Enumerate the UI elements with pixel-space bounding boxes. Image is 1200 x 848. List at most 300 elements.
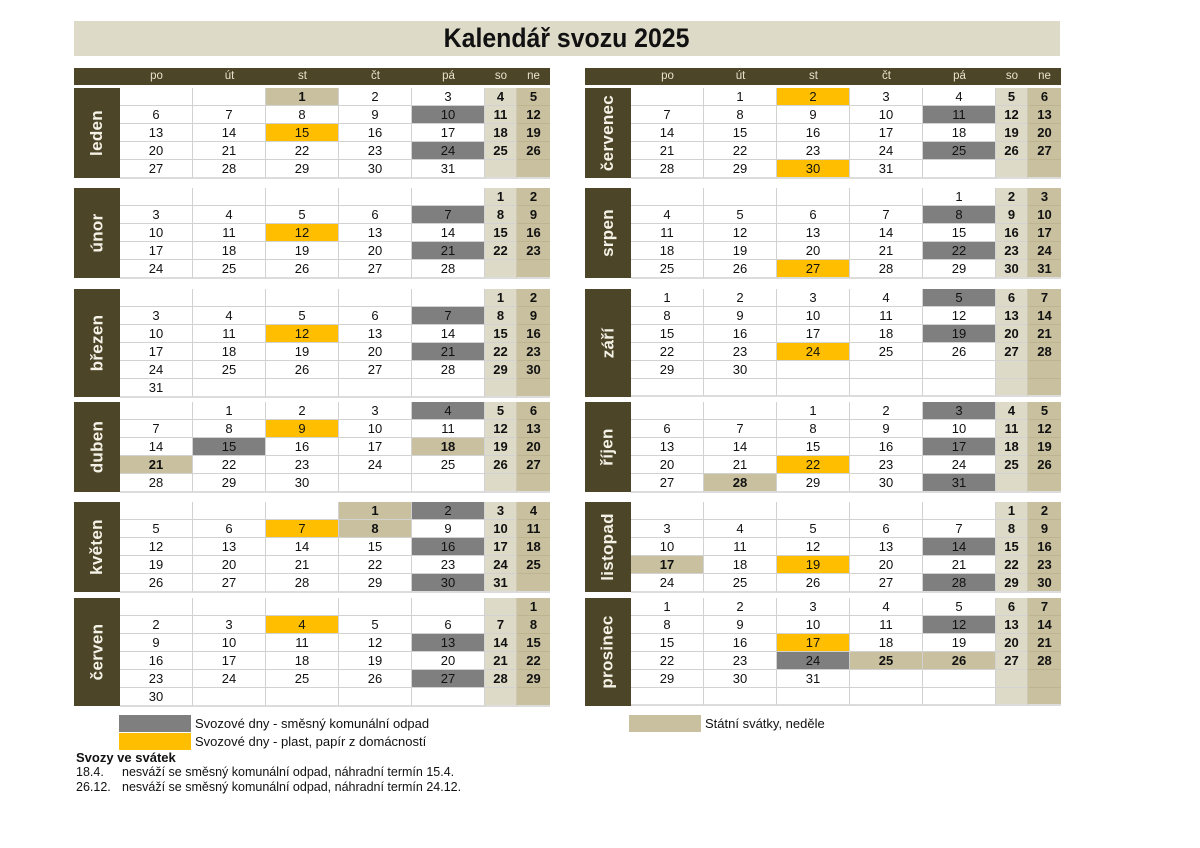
weekday-ne: ne — [527, 70, 540, 82]
month-block — [74, 502, 550, 592]
empty-cell — [120, 598, 193, 616]
page-title: Kalendář svozu 2025 — [444, 23, 690, 53]
day-cell: 22 — [631, 652, 704, 670]
day-cell: 9 — [1028, 520, 1061, 538]
weekday-pa: pá — [953, 70, 966, 82]
day-cell: 9 — [266, 420, 339, 438]
month-label — [74, 502, 120, 592]
empty-cell — [517, 160, 550, 179]
day-cell: 5 — [704, 206, 777, 224]
day-cell: 12 — [517, 106, 550, 124]
day-cell: 2 — [266, 402, 339, 420]
empty-cell — [266, 502, 339, 520]
day-cell: 24 — [1028, 242, 1061, 260]
day-cell: 28 — [266, 574, 339, 593]
week-row — [631, 307, 1061, 325]
day-cell: 10 — [412, 106, 485, 124]
empty-cell — [850, 502, 923, 520]
day-cell: 1 — [485, 289, 517, 307]
day-cell: 20 — [996, 325, 1028, 343]
empty-cell — [996, 474, 1028, 493]
empty-cell — [266, 598, 339, 616]
empty-cell — [777, 502, 850, 520]
empty-cell — [412, 289, 485, 307]
day-cell: 23 — [850, 456, 923, 474]
month-weeks — [631, 188, 1061, 278]
weekday-so: so — [1005, 70, 1019, 82]
day-cell: 23 — [339, 142, 412, 160]
empty-cell — [120, 402, 193, 420]
day-cell: 25 — [631, 260, 704, 279]
day-cell: 21 — [266, 556, 339, 574]
day-cell: 4 — [850, 598, 923, 616]
day-cell: 22 — [777, 456, 850, 474]
day-cell: 28 — [1028, 343, 1061, 361]
month-weeks — [120, 188, 550, 278]
month-label — [74, 289, 120, 397]
day-cell: 7 — [266, 520, 339, 538]
week-row — [631, 260, 1061, 278]
empty-cell — [1028, 379, 1061, 397]
day-cell: 16 — [517, 224, 550, 242]
empty-cell — [485, 598, 517, 616]
day-cell: 8 — [517, 616, 550, 634]
day-cell: 5 — [517, 88, 550, 106]
day-cell: 30 — [120, 688, 193, 707]
day-cell: 29 — [996, 574, 1028, 593]
day-cell: 4 — [996, 402, 1028, 420]
day-cell: 26 — [339, 670, 412, 688]
day-cell: 22 — [923, 242, 996, 260]
day-cell: 25 — [193, 361, 266, 379]
week-row — [631, 206, 1061, 224]
day-cell: 14 — [704, 438, 777, 456]
day-cell: 17 — [412, 124, 485, 142]
month-block — [585, 502, 1061, 592]
week-row — [120, 598, 550, 616]
month-weeks — [120, 88, 550, 178]
empty-cell — [266, 379, 339, 398]
week-row — [631, 670, 1061, 688]
empty-cell — [266, 289, 339, 307]
day-cell: 9 — [996, 206, 1028, 224]
day-cell: 27 — [412, 670, 485, 688]
day-cell: 12 — [485, 420, 517, 438]
day-cell: 1 — [704, 88, 777, 106]
day-cell: 14 — [412, 224, 485, 242]
day-cell: 16 — [339, 124, 412, 142]
day-cell: 26 — [120, 574, 193, 593]
empty-cell — [339, 688, 412, 707]
day-cell: 15 — [517, 634, 550, 652]
day-cell: 17 — [339, 438, 412, 456]
legend-holidays — [629, 714, 825, 732]
day-cell: 6 — [1028, 88, 1061, 106]
month-name: listopad — [598, 513, 618, 581]
day-cell: 18 — [996, 438, 1028, 456]
day-cell: 13 — [1028, 106, 1061, 124]
week-row — [120, 456, 550, 474]
day-cell: 1 — [996, 502, 1028, 520]
week-row — [120, 289, 550, 307]
day-cell: 15 — [631, 634, 704, 652]
day-cell: 19 — [704, 242, 777, 260]
day-cell: 12 — [704, 224, 777, 242]
empty-cell — [339, 598, 412, 616]
month-label — [585, 402, 631, 492]
week-row — [120, 206, 550, 224]
day-cell: 7 — [923, 520, 996, 538]
day-cell: 21 — [631, 142, 704, 160]
day-cell: 25 — [923, 142, 996, 160]
day-cell: 27 — [631, 474, 704, 493]
day-cell: 28 — [412, 260, 485, 279]
day-cell: 25 — [193, 260, 266, 279]
month-name: duben — [87, 420, 106, 474]
day-cell: 6 — [996, 289, 1028, 307]
empty-cell — [777, 379, 850, 397]
day-cell: 14 — [120, 438, 193, 456]
month-block — [74, 289, 550, 397]
day-cell: 26 — [485, 456, 517, 474]
week-row — [120, 616, 550, 634]
week-row — [120, 688, 550, 706]
empty-cell — [1028, 474, 1061, 493]
month-block — [74, 88, 550, 178]
empty-cell — [631, 688, 704, 706]
day-cell: 10 — [339, 420, 412, 438]
week-row — [120, 242, 550, 260]
empty-cell — [923, 361, 996, 379]
day-cell: 18 — [193, 343, 266, 361]
day-cell: 28 — [193, 160, 266, 179]
day-cell: 1 — [517, 598, 550, 616]
day-cell: 8 — [996, 520, 1028, 538]
week-row — [631, 188, 1061, 206]
note-date: 18.4. — [76, 765, 104, 779]
day-cell: 9 — [120, 634, 193, 652]
day-cell: 2 — [412, 502, 485, 520]
month-weeks — [120, 402, 550, 492]
day-cell: 29 — [266, 160, 339, 179]
day-cell: 11 — [850, 307, 923, 325]
day-cell: 21 — [704, 456, 777, 474]
week-row — [120, 188, 550, 206]
month-name: únor — [87, 213, 106, 253]
month-name: říjen — [598, 428, 617, 466]
day-cell: 26 — [996, 142, 1028, 160]
empty-cell — [339, 289, 412, 307]
day-cell: 21 — [412, 343, 485, 361]
month-weeks — [120, 289, 550, 397]
week-row — [631, 456, 1061, 474]
day-cell: 18 — [923, 124, 996, 142]
month-weeks — [631, 289, 1061, 397]
empty-cell — [517, 688, 550, 707]
day-cell: 3 — [777, 289, 850, 307]
day-cell: 14 — [266, 538, 339, 556]
day-cell: 24 — [120, 260, 193, 279]
day-cell: 27 — [1028, 142, 1061, 160]
day-cell: 1 — [339, 502, 412, 520]
day-cell: 13 — [412, 634, 485, 652]
day-cell: 17 — [777, 325, 850, 343]
empty-cell — [193, 289, 266, 307]
week-row — [631, 634, 1061, 652]
empty-cell — [777, 361, 850, 379]
day-cell: 3 — [485, 502, 517, 520]
day-cell: 24 — [485, 556, 517, 574]
day-cell: 24 — [193, 670, 266, 688]
day-cell: 2 — [517, 188, 550, 206]
day-cell: 19 — [339, 652, 412, 670]
day-cell: 20 — [850, 556, 923, 574]
day-cell: 31 — [412, 160, 485, 179]
day-cell: 7 — [412, 206, 485, 224]
day-cell: 30 — [704, 670, 777, 688]
day-cell: 1 — [631, 598, 704, 616]
empty-cell — [412, 474, 485, 493]
day-cell: 14 — [631, 124, 704, 142]
day-cell: 17 — [1028, 224, 1061, 242]
week-row — [631, 616, 1061, 634]
empty-cell — [193, 688, 266, 707]
empty-cell — [1028, 688, 1061, 706]
note-item — [76, 765, 461, 780]
day-cell: 27 — [339, 361, 412, 379]
week-row — [631, 124, 1061, 142]
day-cell: 14 — [193, 124, 266, 142]
day-cell: 7 — [850, 206, 923, 224]
day-cell: 17 — [485, 538, 517, 556]
day-cell: 17 — [923, 438, 996, 456]
empty-cell — [193, 379, 266, 398]
day-cell: 22 — [485, 242, 517, 260]
day-cell: 27 — [120, 160, 193, 179]
empty-cell — [339, 474, 412, 493]
empty-cell — [777, 188, 850, 206]
day-cell: 19 — [266, 343, 339, 361]
day-cell: 10 — [777, 307, 850, 325]
weekday-ut: út — [735, 70, 746, 82]
month-name: leden — [87, 110, 106, 156]
empty-cell — [120, 502, 193, 520]
week-row — [120, 361, 550, 379]
day-cell: 27 — [850, 574, 923, 593]
day-cell: 19 — [777, 556, 850, 574]
empty-cell — [517, 260, 550, 279]
month-name: prosinec — [598, 615, 618, 689]
day-cell: 25 — [412, 456, 485, 474]
week-row — [120, 160, 550, 178]
note-text: nesváží se směsný komunální odpad, náhradní termín 24.12. — [122, 780, 462, 794]
day-cell: 12 — [1028, 420, 1061, 438]
day-cell: 15 — [777, 438, 850, 456]
day-cell: 29 — [704, 160, 777, 179]
day-cell: 14 — [850, 224, 923, 242]
week-row — [631, 598, 1061, 616]
day-cell: 8 — [777, 420, 850, 438]
day-cell: 10 — [777, 616, 850, 634]
day-cell: 25 — [850, 652, 923, 670]
week-row — [631, 502, 1061, 520]
day-cell: 24 — [777, 652, 850, 670]
day-cell: 23 — [996, 242, 1028, 260]
day-cell: 22 — [339, 556, 412, 574]
day-cell: 18 — [266, 652, 339, 670]
month-block — [585, 289, 1061, 397]
day-cell: 4 — [631, 206, 704, 224]
day-cell: 28 — [923, 574, 996, 593]
month-block — [74, 402, 550, 492]
day-cell: 3 — [923, 402, 996, 420]
day-cell: 24 — [631, 574, 704, 593]
day-cell: 11 — [517, 520, 550, 538]
empty-cell — [996, 160, 1028, 179]
day-cell: 8 — [923, 206, 996, 224]
day-cell: 26 — [517, 142, 550, 160]
day-cell: 13 — [120, 124, 193, 142]
day-cell: 13 — [517, 420, 550, 438]
empty-cell — [517, 474, 550, 493]
empty-cell — [850, 361, 923, 379]
empty-cell — [777, 688, 850, 706]
day-cell: 21 — [850, 242, 923, 260]
week-row — [631, 438, 1061, 456]
day-cell: 28 — [704, 474, 777, 493]
day-cell: 18 — [517, 538, 550, 556]
day-cell: 24 — [120, 361, 193, 379]
day-cell: 1 — [923, 188, 996, 206]
empty-cell — [412, 688, 485, 707]
day-cell: 11 — [485, 106, 517, 124]
day-cell: 27 — [996, 343, 1028, 361]
weekday-po: po — [661, 70, 674, 82]
day-cell: 28 — [485, 670, 517, 688]
weekday-st: st — [298, 70, 307, 82]
day-cell: 10 — [631, 538, 704, 556]
day-cell: 10 — [850, 106, 923, 124]
day-cell: 8 — [266, 106, 339, 124]
day-cell: 22 — [704, 142, 777, 160]
day-cell: 3 — [412, 88, 485, 106]
month-name: květen — [87, 519, 107, 575]
day-cell: 24 — [777, 343, 850, 361]
day-cell: 30 — [412, 574, 485, 593]
day-cell: 23 — [517, 242, 550, 260]
day-cell: 1 — [485, 188, 517, 206]
day-cell: 30 — [266, 474, 339, 493]
weekday-header — [74, 68, 550, 85]
day-cell: 18 — [850, 634, 923, 652]
week-row — [120, 556, 550, 574]
empty-cell — [339, 188, 412, 206]
day-cell: 8 — [631, 307, 704, 325]
day-cell: 21 — [923, 556, 996, 574]
empty-cell — [850, 688, 923, 706]
day-cell: 26 — [266, 260, 339, 279]
day-cell: 14 — [412, 325, 485, 343]
week-row — [120, 142, 550, 160]
day-cell: 2 — [120, 616, 193, 634]
day-cell: 12 — [120, 538, 193, 556]
day-cell: 8 — [339, 520, 412, 538]
week-row — [631, 343, 1061, 361]
day-cell: 15 — [193, 438, 266, 456]
day-cell: 6 — [193, 520, 266, 538]
day-cell: 31 — [485, 574, 517, 593]
week-row — [631, 142, 1061, 160]
day-cell: 27 — [339, 260, 412, 279]
day-cell: 30 — [339, 160, 412, 179]
day-cell: 5 — [996, 88, 1028, 106]
month-label — [585, 188, 631, 278]
empty-cell — [923, 379, 996, 397]
day-cell: 11 — [412, 420, 485, 438]
week-row — [120, 670, 550, 688]
month-block — [74, 598, 550, 706]
day-cell: 24 — [850, 142, 923, 160]
week-row — [631, 556, 1061, 574]
day-cell: 11 — [193, 224, 266, 242]
empty-cell — [704, 188, 777, 206]
day-cell: 1 — [631, 289, 704, 307]
day-cell: 3 — [850, 88, 923, 106]
month-label — [585, 88, 631, 178]
day-cell: 26 — [777, 574, 850, 593]
day-cell: 15 — [339, 538, 412, 556]
day-cell: 12 — [996, 106, 1028, 124]
day-cell: 13 — [631, 438, 704, 456]
day-cell: 15 — [704, 124, 777, 142]
empty-cell — [120, 188, 193, 206]
day-cell: 24 — [923, 456, 996, 474]
empty-cell — [412, 598, 485, 616]
day-cell: 2 — [777, 88, 850, 106]
week-row — [120, 652, 550, 670]
empty-cell — [704, 402, 777, 420]
empty-cell — [193, 598, 266, 616]
month-label — [585, 289, 631, 397]
day-cell: 9 — [412, 520, 485, 538]
day-cell: 17 — [120, 242, 193, 260]
week-row — [120, 474, 550, 492]
day-cell: 24 — [339, 456, 412, 474]
week-row — [631, 160, 1061, 178]
legend-label: Svozové dny - plast, papír z domácností — [195, 733, 427, 749]
legend-label: Státní svátky, neděle — [705, 715, 825, 731]
week-row — [120, 106, 550, 124]
day-cell: 8 — [485, 206, 517, 224]
day-cell: 29 — [631, 670, 704, 688]
week-row — [631, 688, 1061, 706]
empty-cell — [485, 260, 517, 279]
day-cell: 10 — [193, 634, 266, 652]
day-cell: 14 — [1028, 616, 1061, 634]
day-cell: 9 — [850, 420, 923, 438]
day-cell: 4 — [850, 289, 923, 307]
month-name: srpen — [598, 209, 618, 257]
day-cell: 13 — [996, 307, 1028, 325]
week-row — [120, 574, 550, 592]
day-cell: 19 — [266, 242, 339, 260]
week-row — [631, 361, 1061, 379]
day-cell: 23 — [777, 142, 850, 160]
month-label — [74, 188, 120, 278]
day-cell: 16 — [777, 124, 850, 142]
day-cell: 20 — [777, 242, 850, 260]
day-cell: 16 — [1028, 538, 1061, 556]
